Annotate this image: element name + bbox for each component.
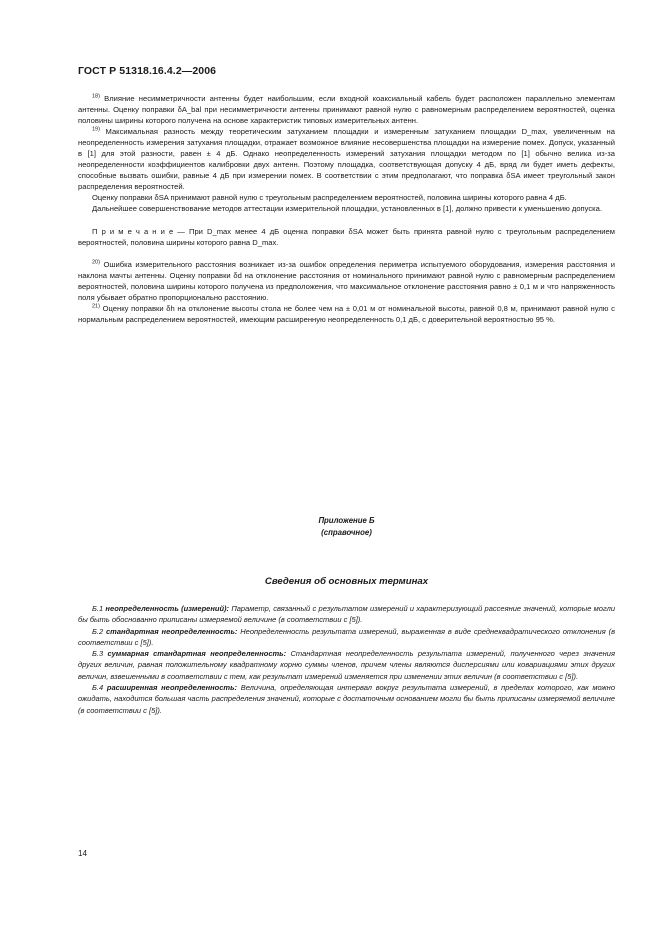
term-name: стандартная неопределенность: — [105, 626, 238, 636]
term-definition: Стандартная неопределенность результата измерений, полученного через значения других величин, равная положительному квадратному корню суммы членов, причем члены являются дисперсиями или ковариациями этих других величин, взвешенными в соответствии с тем, как результат измерений изменяется при изменении этих величин (в соответствии с [5]). — [78, 649, 615, 681]
footnote-21 — [78, 303, 615, 325]
term-number: Б.2 — [92, 626, 104, 636]
footnote-20 — [78, 259, 615, 303]
footnote-text: Ошибка измерительного расстояния возникает из-за ошибок определения периметра испытуемого оборудования, измерения расстояния и наклона мачты антенны. Оценку поправки δd на отклонение расстояния от номинального принимают равной нулю с равномерным распределением вероятностей, половина ширины которого получена из предположения, что максимальное отклонение расстояния равно ± 0,1 м и что напряженность поля убывает обратно пропорционально расстоянию. — [78, 259, 615, 302]
footnote-19-paragraph: Оценку поправки δSA принимают равной нулю с треугольным распределением вероятностей, половина ширины которого равна 4 дБ. — [92, 193, 567, 203]
terms-section-title: Сведения об основных терминах — [264, 576, 429, 587]
appendix-subtitle: (справочное) — [321, 528, 372, 537]
terms-list — [78, 603, 615, 716]
footnote-text: Оценку поправки δh на отклонение высоты стола не более чем на ± 0,01 м от номинальной высоты, равной 0,8 м, принимают равной нулю с нормальным распределением вероятностей, имеющим расширенную неопределенность 0,1 дБ, с доверительной вероятностью 95 %. — [78, 303, 615, 324]
term-item — [78, 682, 615, 716]
term-item — [78, 603, 615, 626]
term-definition: Неопределенность результата измерений, выраженная в виде среднеквадратического отклонения (в соответствии с [5]). — [78, 626, 615, 647]
term-number: Б.1 — [92, 604, 104, 613]
term-definition: Параметр, связанный с результатом измерений и характеризующий рассеяние значений, которые могли бы быть обоснованно приписаны измеряемой величине (в соответствии с [5]). — [78, 604, 615, 625]
footnotes-section — [78, 93, 615, 325]
appendix-heading — [78, 515, 615, 539]
term-name: суммарная стандартная неопределенность: — [107, 649, 287, 659]
term-number: Б.3 — [92, 649, 104, 659]
page-number: 14 — [78, 849, 88, 858]
footnote-text: Максимальная разность между теоретическим затуханием площадки и измеренным затуханием площадки D_max, увеличенным на неопределенность измерения затухания площадки, отражает возможное влияние несовершенства площадки на измерение помех. Допуск, указанный в [1] для этой разности, равен ± 4 дБ. Однако неопределенность измерений затухания площадки методом по [1] обычно велика из-за неопределенности коэффициентов калибровки двух антенн. Поэтому площадка, соответствующая допуску 4 дБ, вряд ли будет иметь дефекты, способные вызвать ошибки, равные 4 дБ при измерении помех. В соответствии с этим предполагают, что поправка δSA имеет треугольный закон распределения вероятностей. — [78, 127, 615, 192]
term-name: неопределенность (измерений): — [105, 604, 230, 613]
term-definition: Величина, определяющая интервал вокруг результата измерений, в пределах которого, как можно ожидать, находится большая часть распределения значений, которые с достаточным основанием могли бы быть приписаны измеряемой величине (в соответствии с [5]). — [78, 683, 615, 715]
footnote-19-note: П р и м е ч а н и е — При D_max менее 4 дБ оценка поправки δSA может быть принята равной нулю с треугольным распределением вероятностей, половина ширины которого равна D_max. — [78, 226, 615, 247]
footnote-18 — [78, 93, 615, 126]
appendix-title: Приложение Б — [318, 516, 375, 525]
term-item — [78, 648, 615, 682]
footnote-marker: 20) — [92, 259, 100, 266]
footnote-19-paragraph: Дальнейшее совершенствование методов аттестации измерительной площадки, установленных в [1], должно привести к уменьшению допуска. — [92, 204, 602, 214]
term-name: расширенная неопределенность: — [106, 683, 238, 693]
footnote-19 — [78, 126, 615, 192]
footnote-marker: 21) — [92, 303, 100, 310]
footnote-marker: 19) — [92, 126, 100, 133]
document-header: ГОСТ Р 51318.16.4.2—2006 — [78, 65, 217, 77]
term-number: Б.4 — [92, 683, 104, 693]
footnote-text: Влияние несимметричности антенны будет наибольшим, если входной коаксиальный кабель будет расположен параллельно элементам антенны. Оценку поправки δA_bal при несимметричности антенны принимают равной нулю с равномерным распределением вероятностей, оценка половины ширины которого получена на основе характеристик типовых измерительных антенн. — [78, 94, 615, 126]
footnote-marker: 18) — [92, 93, 100, 100]
term-item — [78, 626, 615, 649]
